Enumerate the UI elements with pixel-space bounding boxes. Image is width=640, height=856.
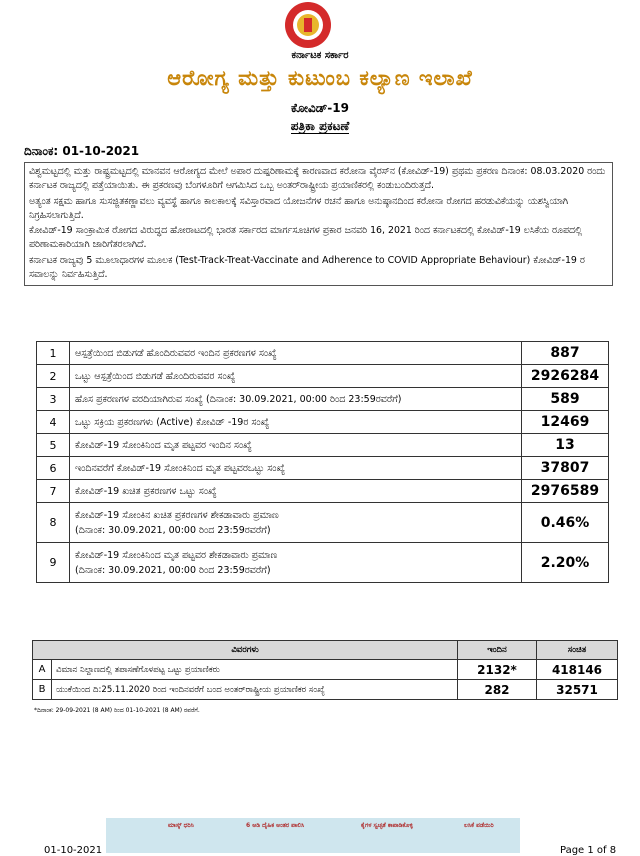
row-number: 3: [37, 388, 70, 411]
table-row: [37, 457, 609, 480]
row-value: 887: [522, 342, 609, 365]
row-value: 2976589: [522, 480, 609, 503]
row-number: 4: [37, 411, 70, 434]
row-label-cell: [70, 503, 522, 543]
row-label: ವಿಮಾನ ನಿಲ್ದಾಣದಲ್ಲಿ ತಪಾಸಣೆಗೊಳಪಟ್ಟ ಒಟ್ಟು ಪ್ರಯಾಣಿಕರು: [52, 660, 458, 680]
row-label: ಕೋವಿಡ್-19 ಸೋಂಕಿನಿಂದ ಮೃತ ಪಟ್ಟವರ ಶೇಕಡಾವಾರು ಪ್ರಮಾಣ: [75, 549, 278, 561]
covid-title: ಕೋವಿಡ್-19: [291, 101, 349, 115]
row-label: ಇಂದಿನವರೆಗೆ ಕೋವಿಡ್-19 ಸೋಂಕಿನಿಂದ ಮೃತ ಪಟ್ಟವರಒಟ್ಟು ಸಂಖ್ಯೆ: [70, 457, 522, 480]
banner-item: 6 ಅಡಿ ದೈಹಿಕ ಅಂತರ ಪಾಲಿಸಿ: [246, 822, 305, 829]
table-row: [37, 388, 609, 411]
row-today: 282: [458, 680, 537, 700]
row-label: ಯುಕೆಯಿಂದ ದಿ:25.11.2020 ರಿಂದ ಇಂದಿನವರೆಗೆ ಬಂದ ಅಂತರ್‌ರಾಷ್ಟ್ರೀಯ ಪ್ರಯಾಣಿಕರ ಸಂಖ್ಯೆ: [52, 680, 458, 700]
footer-date: 01-10-2021: [44, 845, 103, 856]
column-header: ವಿವರಗಳು: [33, 641, 458, 660]
row-number: 5: [37, 434, 70, 457]
table-row: [37, 434, 609, 457]
row-number: 8: [37, 503, 70, 543]
row-total: 418146: [537, 660, 618, 680]
row-label: ಒಟ್ಟು ಸಕ್ರಿಯ ಪ್ರಕರಣಗಳು (Active) ಕೋವಿಡ್ -19ರ ಸಂಖ್ಯೆ: [70, 411, 522, 434]
row-total: 32571: [537, 680, 618, 700]
row-label: ಹೊಸ ಪ್ರಕರಣಗಳ ವರದಿಯಾಗಿರುವ ಸಂಖ್ಯೆ (ದಿನಾಂಕ: 30.09.2021, 00:00 ರಿಂದ 23:59ರವರೆಗೆ): [70, 388, 522, 411]
traveller-table: [32, 640, 618, 700]
row-today: 2132*: [458, 660, 537, 680]
row-number: 2: [37, 365, 70, 388]
table-header-row: [33, 641, 618, 660]
row-value: 37807: [522, 457, 609, 480]
page-number: Page 1 of 8: [560, 845, 617, 856]
banner-item: ಲಸಿಕೆ ಪಡೆಯಿರಿ: [464, 822, 494, 829]
table-row: [37, 342, 609, 365]
table-row: [37, 411, 609, 434]
row-label: ಒಟ್ಟು ಆಸ್ಪತ್ರೆಯಿಂದ ಬಿಡುಗಡೆ ಹೊಂದಿರುವವರ ಸಂಖ್ಯೆ: [70, 365, 522, 388]
banner-item: ಕೈಗಳ ಸ್ವಚ್ಛತೆ ಕಾಪಾಡಿಕೊಳ್ಳಿ: [361, 822, 413, 829]
row-number: 6: [37, 457, 70, 480]
row-label: ಆಸ್ಪತ್ರೆಯಿಂದ ಬಿಡುಗಡೆ ಹೊಂದಿರುವವರ ಇಂದಿನ ಪ್ರಕರಣಗಳ ಸಂಖ್ಯೆ: [70, 342, 522, 365]
row-value: 13: [522, 434, 609, 457]
government-name: ಕರ್ನಾಟಕ ಸರ್ಕಾರ: [291, 50, 349, 61]
intro-paragraph: ಕೋವಿಡ್-19 ಸಾಂಕ್ರಾಮಿಕ ರೋಗದ ವಿರುದ್ಧದ ಹೋರಾಟದಲ್ಲಿ ಭಾರತ ಸರ್ಕಾರದ ಮಾರ್ಗಸೂಚಿಗಳ ಪ್ರಕಾರ ಜನವರಿ 16, 2021 ರಿಂದ ಕರ್ನಾಟಕದಲ್ಲಿ ಕೋವಿಡ್-19 ಲಸಿಕೆಯ ರೂಪದಲ್ಲಿ ಪರಿಣಾಮಕಾರಿಯಾಗಿ ಜಾರಿಗೆತರಲಾಗಿದೆ.: [29, 225, 583, 251]
row-label: ಕೋವಿಡ್-19 ಸೋಂಕಿನ ಖಚಿತ ಪ್ರಕರಣಗಳ ಶೇಕಡಾವಾರು ಪ್ರಮಾಣ: [75, 509, 279, 521]
table-row: [37, 543, 609, 583]
traveller-footnote: *ದಿನಾಂಕ: 29-09-2021 (8 AM) ರಿಂದ 01-10-2021 (8 AM) ರವರೆಗೆ.: [34, 707, 200, 714]
row-value: 12469: [522, 411, 609, 434]
table-row: [37, 503, 609, 543]
covid-stats-table: [36, 341, 609, 583]
covid-awareness-banner: [106, 818, 520, 853]
row-value: 589: [522, 388, 609, 411]
table-row: [33, 660, 618, 680]
intro-box: [24, 162, 613, 286]
banner-item: ಮಾಸ್ಕ್ ಧರಿಸಿ: [168, 822, 194, 829]
intro-paragraph: ಅತ್ಯಂತ ಸಕ್ಷಮ ಹಾಗೂ ಸುಸಜ್ಜಿತಕಣ್ಣಾವಲು ವ್ಯವಸ್ಥೆ ಹಾಗೂ ಕಾಲಕಾಲಕ್ಕೆ ಸವಿಸ್ತಾರವಾದ ಯೋಜನೆಗಳ ರಚನೆ ಹಾಗೂ ಅನುಷ್ಠಾನದಿಂದ ಕರೋನಾ ರೋಗದ ಹರಡುವಿಕೆಯನ್ನು ಯಶಸ್ವಿಯಾಗಿ ನಿಗ್ರಹಿಸಲಾಗುತ್ತಿದೆ.: [29, 195, 569, 221]
row-sublabel: (ದಿನಾಂಕ: 30.09.2021, 00:00 ರಿಂದ 23:59ರವರೆಗೆ): [75, 564, 271, 576]
table-row: [33, 680, 618, 700]
row-number: 9: [37, 543, 70, 583]
row-number: 1: [37, 342, 70, 365]
row-key: B: [33, 680, 52, 700]
department-title: ಆರೋಗ್ಯ ಮತ್ತು ಕುಟುಂಬ ಕಲ್ಯಾಣ ಇಲಾಖೆ: [167, 66, 473, 90]
row-value: 2926284: [522, 365, 609, 388]
row-value: 2.20%: [522, 543, 609, 583]
row-key: A: [33, 660, 52, 680]
row-value: 0.46%: [522, 503, 609, 543]
row-number: 7: [37, 480, 70, 503]
intro-paragraph: ಕರ್ನಾಟಕ ರಾಜ್ಯವು 5 ಮೂಲಾಧಾರಗಳ ಮೂಲಕ (Test-Track-Treat-Vaccinate and Adherence to COVID Appropriate Behaviour) ಕೋವಿಡ್-19 ರ ಸವಾಲನ್ನು ನಿರ್ವಹಿಸುತ್ತಿದೆ.: [29, 254, 585, 281]
row-label: ಕೋವಿಡ್-19 ಸೋಂಕಿನಿಂದ ಮೃತ ಪಟ್ಟವರ ಇಂದಿನ ಸಂಖ್ಯೆ: [70, 434, 522, 457]
table-row: [37, 365, 609, 388]
intro-paragraph: ವಿಶ್ವಮಟ್ಟದಲ್ಲಿ ಮತ್ತು ರಾಷ್ಟ್ರಮಟ್ಟದಲ್ಲಿ ಮಾನವನ ಆರೋಗ್ಯದ ಮೇಲೆ ಅಪಾರ ದುಷ್ಪರಿಣಾಮಕ್ಕೆ ಕಾರಣವಾದ ಕರೋನಾ ವೈರಸ್‌ನ (ಕೋವಿಡ್-19) ಪ್ರಥಮ ಪ್ರಕರಣ ದಿನಾಂಕ: 08.03.2020 ರಂದು ಕರ್ನಾಟಕ ರಾಜ್ಯದಲ್ಲಿ ಪತ್ತೆಯಾಯಿತು. ಈ ಪ್ರಕರಣವು ಬೆಂಗಳೂರಿಗೆ ಆಗಮಿಸಿದ ಒಬ್ಬ ಅಂತರ್‌ರಾಷ್ಟ್ರೀಯ ಪ್ರಯಾಣಿಕರಲ್ಲಿ ಕಂಡುಬಂದಿರುತ್ತದೆ.: [29, 166, 606, 192]
column-header: ಇಂದಿನ: [458, 641, 537, 660]
press-release-heading: [0, 119, 640, 134]
bulletin-date: ದಿನಾಂಕ: 01-10-2021: [24, 144, 140, 158]
row-sublabel: (ದಿನಾಂಕ: 30.09.2021, 00:00 ರಿಂದ 23:59ರವರೆಗೆ): [75, 524, 271, 536]
table-row: [37, 480, 609, 503]
press-release-label: ಪತ್ರಿಕಾ ಪ್ರಕಟಣೆ: [290, 119, 350, 133]
row-label-cell: [70, 543, 522, 583]
karnataka-seal-logo: [276, 0, 340, 50]
column-header: ಸಂಚಿತ: [537, 641, 618, 660]
row-label: ಕೋವಿಡ್-19 ಖಚಿತ ಪ್ರಕರಣಗಳ ಒಟ್ಟು ಸಂಖ್ಯೆ: [70, 480, 522, 503]
